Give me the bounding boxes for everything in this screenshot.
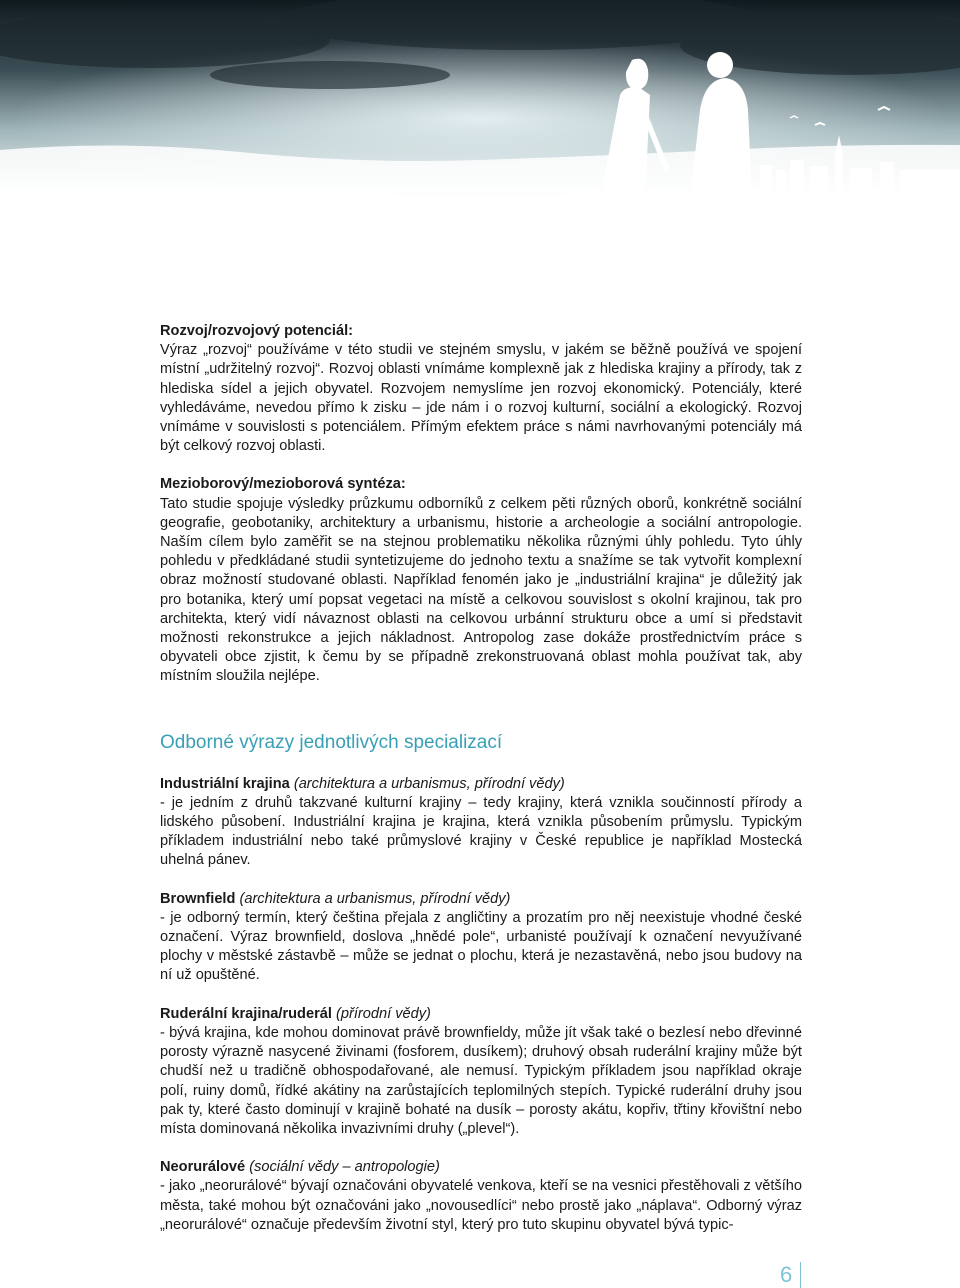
term-entry xyxy=(160,890,802,986)
term-text: - jako „neorurálové“ bývají označováni obyvatelé venkova, kteří se na vesnici přestěhovali z většího města, také mohou být označováni jako „novousedlíci“ nebo prostě jako „náplava“. Odborný výraz „neorurálové“ označuje především životní styl, který pro tuto skupinu obyvatel bývá typic- xyxy=(160,1178,802,1233)
term-entry xyxy=(160,775,802,871)
term-name: Neorurálové xyxy=(160,1159,246,1176)
term-text: - je odborný termín, který čeština přejala z angličtiny a prozatím pro něj neexistuje vhodné české označení. Výraz brownfield, doslova „hnědé pole“, urbanisté používají k označení nevyužívané plochy v městské zástavbě – může se jednat o plochu, která je nezastavěná, nebo jsou budovy na ní už opuštěné. xyxy=(160,909,802,984)
block-text: Tato studie spojuje výsledky průzkumu odborníků z celkem pěti různých oborů, konkrétně sociální geografie, geobotaniky, architektury a urbanismu, historie a archeologie a sociální antropologie. Naším cílem bylo zaměřit se na stejnou problematiku několika různými úhly pohledu. Tyto úhly pohledu v předkládané studii syntetizujeme do jednoho textu a snažíme se tak vytvořit komplexní obraz možností studované oblasti. Například fenomén jako je „industriální krajina“ je důležitý jak pro botanika, který umí popsat vegetaci na místě a celkovou souvislost s okolní krajinou, tak pro architekta, který vidí návaznost oblasti na celkovou urbánní strukturu obce a umí si představit možnosti rekonstrukce a jejich nákladnost. Antropolog zase dokáže prostřednictvím práce s obyvateli obce zjistit, k čemu by se případně zrekonstruovaná oblast mohla používat tak, aby místním sloužila nejlépe. xyxy=(160,495,802,685)
block-text: Výraz „rozvoj“ používáme v této studii ve stejném smyslu, v jakém se běžně používá ve spojení místní „udržitelný rozvoj“. Rozvoj oblasti vnímáme komplexně jak z hlediska krajiny a přírody, tak z hlediska sídel a jejich obyvatel. Rozvojem nemyslíme jen rozvoj ekonomický. Potenciály, které vyhledáváme, nevedou přímo k zisku – jde nám i o rozvoj kulturní, sociální a ekologický. Rozvoj vnímáme v souvislosti s potenciálem. Přímým efektem práce s námi navrhovanými potenciály má být celkový rozvoj oblasti. xyxy=(160,342,802,455)
term-head xyxy=(160,890,802,909)
term-field: (architektura a urbanismus, přírodní vědy) xyxy=(293,775,565,792)
block-title: Mezioborový/mezioborová syntéza: xyxy=(160,476,406,493)
term-field: (sociální vědy – antropologie) xyxy=(249,1159,440,1176)
term-head xyxy=(160,775,802,794)
term-entry xyxy=(160,1005,802,1139)
term-name: Industriální krajina xyxy=(160,775,290,792)
content xyxy=(160,322,802,1254)
term-text: - je jedním z druhů takzvané kulturní krajiny – tedy krajiny, která vznikla součinností přírody a lidského působení. Industriální krajina je krajina, která vznikla působením průmyslu. Typickým příkladem industriální nebo také průmyslové krajiny v České republice je například Mostecká uhelná pánev. xyxy=(160,794,802,869)
header-photo xyxy=(0,0,960,200)
term-head xyxy=(160,1005,802,1024)
block-title: Rozvoj/rozvojový potenciál: xyxy=(160,323,353,339)
page-number: 6 xyxy=(780,1262,793,1287)
term-text: - bývá krajina, kde mohou dominovat právě brownfieldy, může jít však také o bezlesí nebo dřevinné porosty výrazně nasycené živinami (fosforem, dusíkem); druhový obsah ruderální krajiny může být chudší než u tradičně obhospodařované, ale nemusí. Typickým příkladem jsou například okraje polí, ruiny domů, řídké akátiny na zarůstajících teplomilných stepích. Typické ruderální druhy jsou pak ty, které často dominují v krajině bohaté na dusík – porosty akátu, kopřiv, třtiny křovištní nebo místa dominovaná několika invazivními druhy („plevel“). xyxy=(160,1024,802,1137)
term-name: Brownfield xyxy=(160,890,236,907)
term-entry xyxy=(160,1158,802,1235)
definition-block xyxy=(160,322,802,456)
term-field: (přírodní vědy) xyxy=(336,1005,431,1022)
definition-block xyxy=(160,475,802,686)
term-head xyxy=(160,1158,802,1177)
term-field: (architektura a urbanismus, přírodní vědy) xyxy=(239,890,511,907)
term-name: Ruderální krajina/ruderál xyxy=(160,1005,332,1022)
page-number-rule xyxy=(800,1262,801,1288)
section-heading: Odborné výrazy jednotlivých specializací xyxy=(160,731,503,753)
